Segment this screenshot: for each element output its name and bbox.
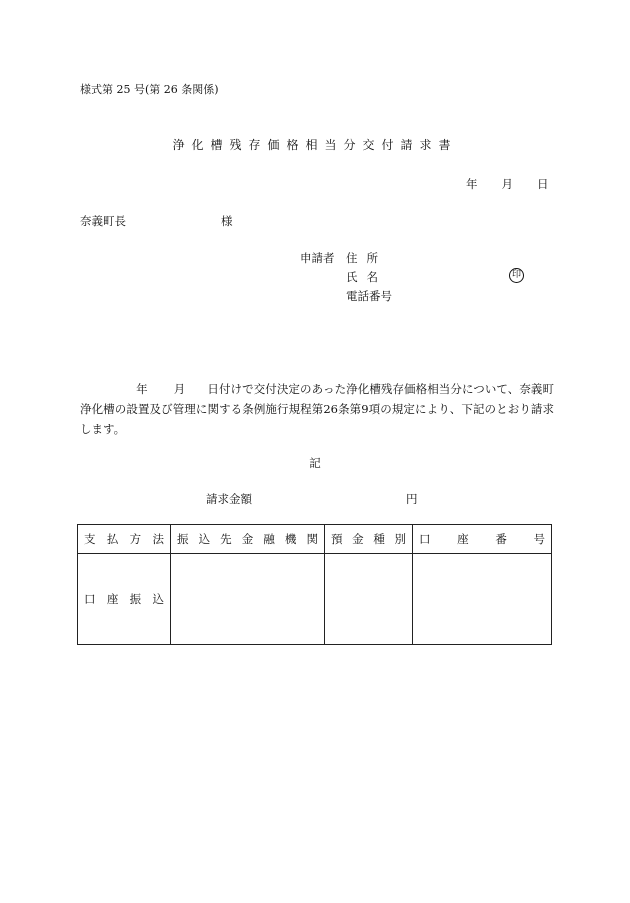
- char: 振: [177, 532, 189, 546]
- body-year-label: 年: [136, 382, 148, 396]
- char: 預: [331, 532, 343, 546]
- cell-payment-method: [78, 554, 171, 645]
- payment-table: [77, 524, 552, 645]
- cell-account-number[interactable]: [413, 554, 552, 645]
- char: 座: [457, 532, 469, 546]
- char: 先: [220, 532, 232, 546]
- cell-payment-method-label: [84, 591, 164, 607]
- header-bank: [171, 525, 325, 554]
- char: 種: [373, 532, 385, 546]
- header-payment-method-label: [84, 531, 164, 547]
- char: 払: [106, 532, 119, 546]
- header-payment-method: [78, 525, 171, 554]
- address-label: 住所: [346, 251, 387, 265]
- char: 機: [284, 532, 297, 546]
- header-account-number: [413, 525, 552, 554]
- request-body: [80, 379, 554, 439]
- cell-bank[interactable]: [171, 554, 325, 645]
- phone-label: 電話番号: [346, 289, 392, 303]
- cell-deposit-type[interactable]: [325, 554, 413, 645]
- body-text: 日付けで交付決定のあった浄化槽残存価格相当分について、奈義町浄化槽の設置及び管理に関する条例施行規程第26条第9項の規定により、下記のとおり請求します。: [80, 382, 555, 436]
- header-deposit-type-label: [331, 531, 406, 547]
- date-line: [466, 176, 549, 192]
- recipient-honorific: 様: [221, 214, 233, 228]
- char: 口: [419, 532, 431, 546]
- applicant-label: 申請者: [300, 251, 335, 265]
- table-header-row: [78, 525, 552, 554]
- body-month-label: 月: [173, 382, 186, 396]
- char: 融: [263, 532, 275, 546]
- document-title: 浄化槽残存価格相当分交付請求書: [172, 138, 458, 152]
- header-bank-label: [177, 531, 318, 547]
- char: 別: [394, 532, 406, 546]
- header-account-number-label: [419, 531, 545, 547]
- char: 込: [152, 592, 164, 606]
- char: 金: [241, 532, 254, 546]
- char: 法: [152, 532, 164, 546]
- date-year-label: 年: [466, 177, 478, 191]
- char: 方: [129, 532, 142, 546]
- table-row: [78, 554, 552, 645]
- recipient-name: 奈義町長: [80, 214, 126, 228]
- char: 込: [198, 532, 211, 546]
- date-month-label: 月: [501, 177, 513, 191]
- char: 振: [129, 592, 142, 606]
- date-day-label: 日: [537, 177, 549, 191]
- char: 金: [352, 532, 364, 546]
- char: 座: [106, 592, 119, 606]
- char: 支: [84, 532, 96, 546]
- form-number: 様式第 25 号(第 26 条関係): [80, 83, 219, 96]
- amount-unit: 円: [406, 492, 418, 506]
- char: 番: [495, 532, 507, 546]
- header-deposit-type: [325, 525, 413, 554]
- name-label: 氏名: [346, 270, 387, 284]
- seal-mark: 印: [509, 268, 524, 283]
- char: 号: [533, 532, 545, 546]
- amount-label: 請求金額: [206, 492, 252, 506]
- char: 口: [84, 592, 96, 606]
- char: 関: [306, 532, 318, 546]
- ki-heading: 記: [309, 456, 321, 470]
